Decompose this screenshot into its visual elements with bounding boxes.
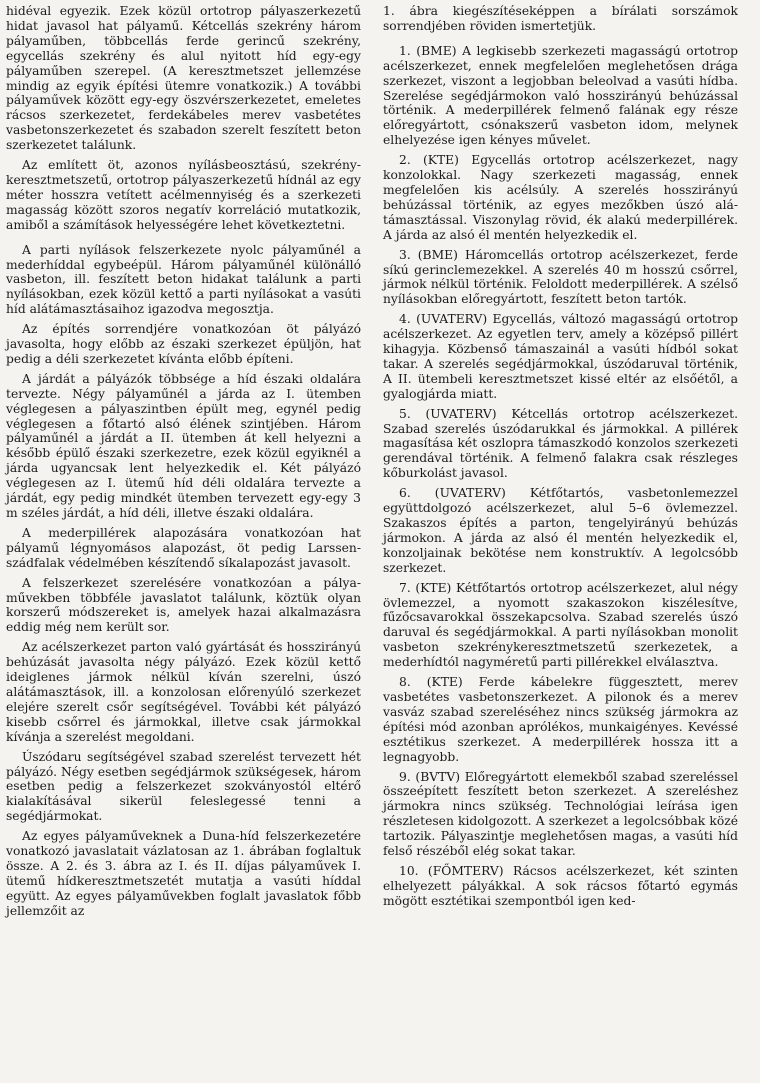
paragraph: 8. (KTE) Ferde kábelekre függesztett, merev vasbetétes vasbetonszerkezet. A pilonok és a merev vasváz szabad szereléséhez nincs szükség jármokra az építési mód azonban aprólékos, munkaigényes. Kevéssé esztétikus szerkezet. A mederpillérek hossza itt a legnagyobb. [383, 675, 738, 764]
paragraph: 4. (UVATERV) Egycellás, változó magasságú ortotrop acélszerkezet. Az egyetlen terv, amely a középső pillért kihagyja. Közbenső támaszainál a vasúti hídból sokat takar. A szerelés segédjármokkal, úszódaruval történik, A II. ütembeli keresztmetszet kissé eltér az elsőétől, a gyalogjárda miatt. [383, 312, 738, 401]
paragraph: 10. (FŐMTERV) Rácsos acélszerkezet, két szinten elhelyezett pályákkal. A sok rácsos főtartó egymás mögött esztétikai szempontból igen ked- [383, 863, 738, 908]
paragraph: 3. (BME) Háromcellás ortotrop acélszerkezet, ferde síkú gerinclemezekkel. A szerelés 40 m hosszú csőrrel, jármok nélkül történik. Feloldott mederpillérek. A szélső nyílásokban előregyártott, feszített beton tartók. [383, 247, 738, 307]
paragraph: A parti nyílások felszerkezete nyolc pályaműnél a mederhíddal egybeépül. Három pályaműnél különálló vasbeton, ill. feszített beton hidakat találunk a parti nyílásokban, ezek közül kettő a parti nyílásokat a vasúti híd alátámasztásaihoz igazodva megosztja. [6, 242, 361, 317]
paragraph: 2. (KTE) Egycellás ortotrop acélszerkezet, nagy konzolokkal. Nagy szerkezeti magasság, ennek megfelelően kis acélsúly. A szerelés hosszirányú behúzással történik, az egyes mezőkben úszó alátámasztással. Viszonylag rövid, ék alakú mederpillérek. A járda az alsó él mentén helyezkedik el. [383, 153, 738, 242]
paragraph: Az acélszerkezet parton való gyártását és hosszirányú behúzását javasolta négy pályázó. Ezek közül kettő ideiglenes jármok nélkül kíván szerelni, úszó alátámasztások, ill. a konzolosan előrenyúló szerkezet elejére szerelt csőr segítségével. További két pályázó kisebb csőrrel és jármokkal, illetve csak jármokkal kívánja a szerelést megoldani. [6, 640, 361, 744]
paragraph: A felszerkezet szerelésére vonatkozóan a pályaművekben többféle javaslatot találunk, köztük olyan korszerű módszereket is, amelyek hazai alkalmazásra eddig még nem került sor. [6, 575, 361, 635]
paragraph: A járdát a pályázók többsége a híd északi oldalára tervezte. Négy pályaműnél a járda az I. ütemben véglegesen a pályaszintben épült meg, egynél pedig véglegesen a főtartó alsó élének szintjében. Három pályaműnél a járdát a II. ütemben át kell helyezni a később épülő északi szerkezetre, ezek közül egyiknél a járda ugyancsak lent helyezkedik el. Két pályázó véglegesen az I. ütemű híd déli oldalára tervezte a járdát, egy pedig mindkét ütemben tervezett egy-egy 3 m széles járdát, a híd déli, illetve északi oldalára. [6, 371, 361, 520]
paragraph: 5. (UVATERV) Kétcellás ortotrop acélszerkezet. Szabad szerelés úszódarukkal és jármokkal. A pillérek magasítása két oszlopra támaszkodó konzolos szerkezeti gerendával történik. A felmenő falakra csak részleges kőburkolást javasol. [383, 406, 738, 481]
right-column [383, 4, 738, 1083]
paragraph: Az építés sorrendjére vonatkozóan öt pályázó javasolta, hogy előbb az északi szerkezet épüljön, hat pedig a déli szerkezetet kívánta előbb építeni. [6, 322, 361, 366]
paragraph: 7. (KTE) Kétfőtartós ortotrop acélszerkezet, alul négy övlemezzel, a nyomott szakaszokon kiszélesítve, fűzőcsavarokkal összekapcsolva. Szabad szerelés úszó daruval és segédjármokkal. A parti nyílásokban monolit vasbeton szekrénykeresztmetszetű szerkezetek, a mederhídtól nagyméretű parti pillérekkel elválasztva. [383, 580, 738, 670]
paragraph: 6. (UVATERV) Kétfőtartós, vasbetonlemezzel együttdolgozó acélszerkezet, alul 5–6 övlemezzel. Szakaszos építés a parton, tengelyirányú behúzás jármokon. A járda az alsó él mentén helyezkedik el, konzoljainak bekötése nem konstruktív. A legolcsóbb szerkezet. [383, 486, 738, 575]
left-column [6, 4, 361, 1083]
paragraph: 9. (BVTV) Előregyártott elemekből szabad szereléssel összeépített feszített beton szerkezet. A szereléshez jármokra nincs szükség. Technológiai leírása igen részletesen kidolgozott. A szerkezet a legolcsóbbak közé tartozik. Pályaszintje meglehetősen magas, a vasúti híd felső részéből elég sokat takar. [383, 769, 738, 859]
paragraph: hidéval egyezik. Ezek közül ortotrop pályaszerkezetű hidat javasol hat pályamű. Kétcellás szekrény három pályaműben, többcellás ferde gerincű szekrény, egycellás szekrény és alul nyitott híd egy-egy pályaműben szerepel. (A keresztmetszet jellemzése mindig az egyik építési ütemre vonatkozik.) A további pályaművek között egy-egy öszvérszerkezetet, emeletes rácsos szerkezetet, ferdekábeles merev vasbetétes vasbetonszerkezetet és szabadon szerelt feszített beton szerkezetet találunk. [6, 4, 361, 153]
paragraph: Az említett öt, azonos nyílásbeosztású, szekrénykeresztmetszetű, ortotrop pályaszerkezetű hídnál az egy méter hosszra vetített acélmennyiség és a szerkezeti magasság között szoros negatív korreláció mutatkozik, amiből a számítások helyességére lehet következtetni. [6, 158, 361, 232]
paragraph: Úszódaru segítségével szabad szerelést tervezett hét pályázó. Négy esetben segédjármok szükségesek, három esetben pedig a felszerkezet szokványostól eltérő kialakításával sikerül feleslegessé tenni a segédjármokat. [6, 749, 361, 824]
paragraph: A mederpillérek alapozására vonatkozóan hat pályamű légnyomásos alapozást, öt pedig Larssenszádfalak védelmében készítendő síkalapozást javasolt. [6, 525, 361, 570]
paragraph: Az egyes pályaműveknek a Duna-híd felszerkezetére vonatkozó javaslatait vázlatosan az 1. ábrában foglaltuk össze. A 2. és 3. ábra az I. és II. díjas pályaművek I. ütemű hídkeresztmetszetét mutatja a vasúti híddal együtt. Az egyes pályaművekben foglalt javaslatok főbb jellemzőit az [6, 829, 361, 918]
paragraph: 1. (BME) A legkisebb szerkezeti magasságú ortotrop acélszerkezet, ennek megfelelően meglehetősen drága szerkezet, viszont a legjobban beleolvad a vasúti hídba. Szerelése segédjármokon való hosszirányú behúzással történik. A mederpillérek felmenő falának egy része előregyártott, csónakszerű vasbeton idom, melynek elhelyezése igen kényes művelet. [383, 43, 738, 148]
paragraph: 1. ábra kiegészítéseképpen a bírálati sorszámok sorrendjében röviden ismertetjük. [383, 4, 738, 33]
